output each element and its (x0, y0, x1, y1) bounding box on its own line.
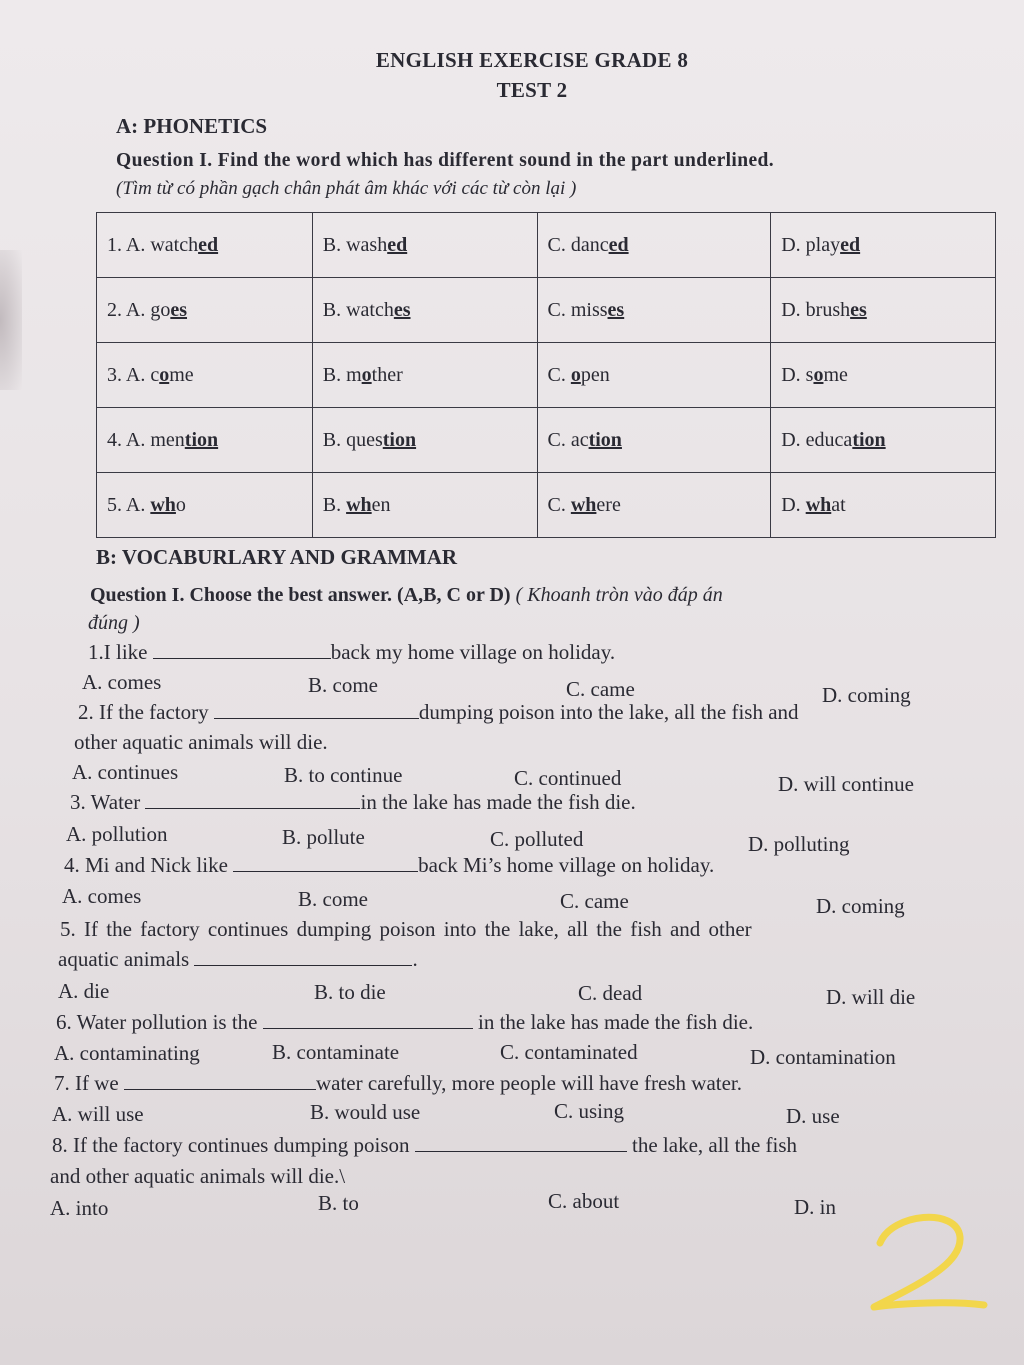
item-8-stem (52, 1133, 797, 1158)
test-subtitle: TEST 2 (496, 78, 568, 102)
phonetics-word-prefix: 5. A. (107, 493, 151, 516)
phonetics-underlined-part: tion (382, 428, 417, 451)
item-7-post: water carefully, more people will have fresh water. (315, 1071, 743, 1095)
item-1-post: back my home village on holiday. (330, 640, 616, 664)
phonetics-word-prefix: D. brush (781, 298, 851, 321)
phonetics-option-cell[interactable] (771, 213, 996, 278)
phonetics-option-cell[interactable] (97, 278, 313, 343)
item-7-blank (124, 1073, 316, 1090)
item-6-stem (56, 1010, 753, 1035)
phonetics-option-cell[interactable] (771, 408, 996, 473)
phonetics-word-suffix: en (371, 493, 391, 516)
phonetics-word-suffix: me (169, 363, 194, 386)
phonetics-instruction-vi: (Tìm từ có phần gạch chân phát âm khác với các từ còn lại ) (116, 178, 577, 199)
item-3-blank (145, 792, 360, 809)
item-4-option-a[interactable]: A. comes (62, 884, 142, 908)
section-b-heading: B: VOCABURLARY AND GRAMMAR (96, 545, 458, 569)
item-8-blank (415, 1135, 627, 1152)
phonetics-option-cell[interactable] (537, 473, 771, 538)
item-5-option-d[interactable]: D. will die (826, 985, 916, 1009)
phonetics-underlined-part: es (607, 298, 625, 321)
item-4-option-c[interactable]: C. came (560, 889, 629, 913)
phonetics-word-prefix: D. educa (781, 428, 853, 451)
phonetics-underlined-part: ed (387, 233, 408, 256)
phonetics-option-cell[interactable] (97, 213, 313, 278)
phonetics-word-suffix: pen (580, 363, 610, 386)
item-6-option-b[interactable]: B. contaminate (272, 1040, 400, 1064)
phonetics-underlined-part: es (393, 298, 411, 321)
phonetics-option-cell[interactable] (97, 343, 313, 408)
phonetics-underlined-part: es (850, 298, 867, 321)
phonetics-option-cell[interactable] (771, 343, 996, 408)
phonetics-word-prefix: B. wash (322, 233, 388, 256)
phonetics-word-prefix: C. danc (547, 233, 609, 256)
item-1-option-a[interactable]: A. comes (82, 670, 162, 694)
item-7-pre: 7. If we (54, 1071, 119, 1095)
item-2-stem (78, 700, 799, 725)
phonetics-word-prefix: 3. A. c (107, 363, 160, 386)
section-a-heading: A: PHONETICS (116, 114, 268, 138)
item-3-option-b[interactable]: B. pollute (282, 825, 365, 849)
item-1-stem (88, 640, 615, 665)
item-7-stem (54, 1071, 742, 1096)
phonetics-word-prefix: C. ac (547, 428, 589, 451)
item-3-option-d[interactable]: D. polluting (748, 832, 850, 856)
phonetics-underlined-part: wh (805, 493, 832, 516)
phonetics-word-prefix: C. miss (547, 298, 608, 321)
item-3-pre: 3. Water (70, 790, 141, 814)
item-6-option-d[interactable]: D. contamination (750, 1045, 896, 1069)
phonetics-underlined-part: tion (184, 428, 219, 451)
item-7-option-d[interactable]: D. use (786, 1104, 840, 1128)
item-4-option-d[interactable]: D. coming (816, 894, 905, 918)
item-8-option-b[interactable]: B. to (318, 1191, 359, 1215)
handwritten-page-number-2-icon (862, 1205, 992, 1325)
phonetics-option-cell[interactable] (312, 473, 537, 538)
item-2-option-d[interactable]: D. will continue (778, 772, 914, 796)
phonetics-underlined-part: ed (198, 233, 219, 256)
item-1-option-c[interactable]: C. came (566, 677, 635, 701)
item-8-option-a[interactable]: A. into (50, 1196, 109, 1220)
phonetics-option-cell[interactable] (771, 473, 996, 538)
page-edge-shadow (0, 250, 22, 390)
item-2-stem-cont: other aquatic animals will die. (74, 730, 328, 754)
phonetics-option-cell[interactable] (537, 213, 771, 278)
phonetics-row (97, 278, 996, 343)
item-6-post: in the lake has made the fish die. (477, 1010, 754, 1034)
item-8-pre: 8. If the factory continues dumping poison (52, 1133, 410, 1157)
phonetics-word-suffix: o (175, 493, 186, 516)
item-2-option-a[interactable]: A. continues (72, 760, 179, 784)
phonetics-row (97, 473, 996, 538)
phonetics-row (97, 343, 996, 408)
item-3-stem (70, 790, 636, 815)
grammar-instruction-vi: ( Khoanh tròn vào đáp án (510, 584, 723, 606)
phonetics-table (96, 212, 996, 538)
phonetics-word-prefix: B. ques (322, 428, 383, 451)
phonetics-option-cell[interactable] (537, 408, 771, 473)
phonetics-word-suffix: at (831, 493, 846, 516)
phonetics-option-cell[interactable] (771, 278, 996, 343)
item-6-option-a[interactable]: A. contaminating (54, 1041, 200, 1065)
item-4-post: back Mi’s home village on holiday. (418, 853, 715, 877)
phonetics-word-prefix: D. (781, 493, 806, 516)
grammar-instruction-vi-2: đúng ) (88, 612, 140, 634)
phonetics-underlined-part: o (159, 363, 170, 386)
item-6-option-c[interactable]: C. contaminated (500, 1040, 638, 1064)
phonetics-underlined-part: wh (346, 493, 372, 516)
item-1-option-d[interactable]: D. coming (822, 683, 911, 707)
phonetics-option-cell[interactable] (312, 278, 537, 343)
phonetics-underlined-part: wh (570, 493, 597, 516)
phonetics-word-suffix: ther (371, 363, 403, 386)
phonetics-underlined-part: wh (150, 493, 176, 516)
grammar-question (90, 584, 723, 607)
phonetics-option-cell[interactable] (312, 408, 537, 473)
phonetics-underlined-part: tion (588, 428, 622, 451)
phonetics-word-prefix: D. play (781, 233, 841, 256)
phonetics-option-cell[interactable] (537, 343, 771, 408)
item-5-option-a[interactable]: A. die (58, 979, 110, 1003)
item-4-blank (233, 855, 418, 872)
item-1-blank (153, 642, 331, 659)
phonetics-word-prefix: C. (547, 493, 571, 516)
item-1-option-b[interactable]: B. come (308, 673, 378, 697)
item-8-post: the lake, all the fish (632, 1133, 798, 1157)
item-4-pre: 4. Mi and Nick like (64, 853, 228, 877)
phonetics-option-cell[interactable] (97, 408, 313, 473)
phonetics-word-prefix: 4. A. men (107, 428, 185, 451)
phonetics-word-prefix: 2. A. go (107, 298, 171, 321)
item-5-option-b[interactable]: B. to die (314, 980, 386, 1004)
item-8-option-c[interactable]: C. about (548, 1189, 620, 1213)
phonetics-underlined-part: tion (852, 428, 886, 451)
phonetics-underlined-part: ed (840, 233, 861, 256)
phonetics-word-prefix: 1. A. watch (107, 233, 199, 256)
phonetics-option-cell[interactable] (312, 213, 537, 278)
phonetics-question: Question I. Find the word which has different sound in the part underlined. (116, 150, 775, 171)
item-4-option-b[interactable]: B. come (298, 887, 368, 911)
item-8-stem-cont: and other aquatic animals will die.\ (50, 1164, 346, 1188)
item-5-stem: 5. If the factory continues dumping poison into the lake, all the fish and other (60, 917, 752, 941)
item-3-option-c[interactable]: C. polluted (490, 827, 584, 851)
phonetics-underlined-part: ed (608, 233, 629, 256)
item-6-blank (263, 1012, 473, 1029)
item-5-option-c[interactable]: C. dead (578, 981, 643, 1005)
item-6-pre: 6. Water pollution is the (56, 1010, 258, 1034)
item-2-pre: 2. If the factory (78, 700, 209, 724)
phonetics-word-prefix: B. watch (322, 298, 394, 321)
exercise-title: ENGLISH EXERCISE GRADE 8 (375, 48, 689, 72)
phonetics-option-cell[interactable] (537, 278, 771, 343)
item-2-option-b[interactable]: B. to continue (284, 763, 403, 787)
item-3-post: in the lake has made the fish die. (360, 790, 636, 814)
phonetics-word-prefix: D. s (781, 363, 814, 386)
item-2-post: dumping poison into the lake, all the fish and (418, 700, 799, 724)
phonetics-word-prefix: B. m (322, 363, 362, 386)
phonetics-underlined-part: es (170, 298, 188, 321)
phonetics-word-suffix: ere (596, 493, 621, 516)
item-2-option-c[interactable]: C. continued (514, 766, 622, 790)
phonetics-option-cell[interactable] (312, 343, 537, 408)
item-5-post: . (412, 947, 418, 971)
phonetics-row (97, 213, 996, 278)
phonetics-option-cell[interactable] (97, 473, 313, 538)
item-4-stem (64, 853, 714, 878)
item-5-cont-pre: aquatic animals (58, 947, 190, 971)
phonetics-word-prefix: C. (547, 363, 571, 386)
item-7-option-a[interactable]: A. will use (52, 1102, 144, 1126)
item-5-stem-cont (58, 947, 418, 972)
phonetics-underlined-part: o (361, 363, 372, 386)
item-1-pre: 1.I like (88, 640, 148, 664)
phonetics-underlined-part: o (813, 363, 824, 386)
grammar-question-text: Question I. Choose the best answer. (A,B, C or D) (90, 584, 511, 606)
item-3-option-a[interactable]: A. pollution (66, 822, 168, 846)
item-7-option-b[interactable]: B. would use (310, 1100, 421, 1124)
phonetics-word-suffix: me (823, 363, 848, 386)
item-5-blank (194, 949, 412, 966)
phonetics-row (97, 408, 996, 473)
item-2-blank (214, 702, 419, 719)
phonetics-word-prefix: B. (322, 493, 347, 516)
item-8-option-d[interactable]: D. in (794, 1195, 836, 1219)
phonetics-underlined-part: o (570, 363, 581, 386)
item-7-option-c[interactable]: C. using (554, 1099, 625, 1123)
